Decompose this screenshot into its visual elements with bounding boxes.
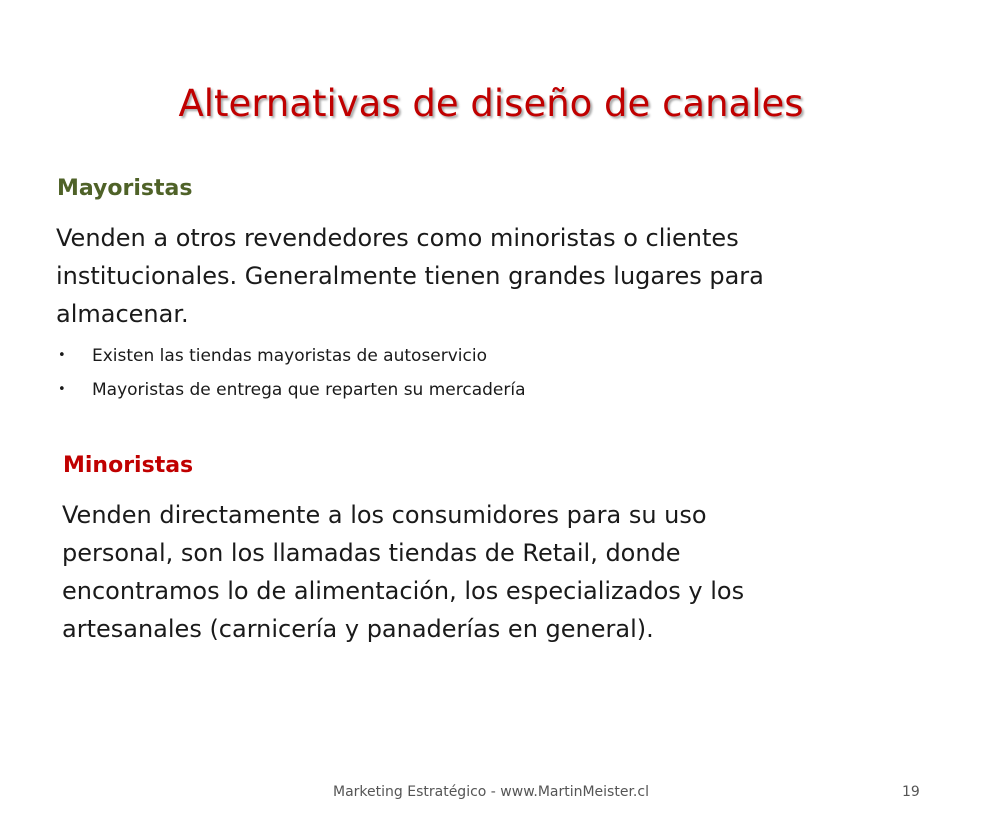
slide-title: Alternativas de diseño de canales: [178, 82, 804, 125]
bullet-item: [56, 339, 526, 373]
bullet-icon: •: [58, 382, 66, 397]
minoristas-line: Venden directamente a los consumidores para su uso: [62, 501, 707, 529]
mayoristas-line: institucionales. Generalmente tienen grandes lugares para: [56, 262, 764, 290]
bullet-text: Mayoristas de entrega que reparten su mercadería: [92, 380, 526, 400]
minoristas-line: personal, son los llamadas tiendas de Retail, donde: [62, 539, 681, 567]
minoristas-line: encontramos lo de alimentación, los especializados y los: [62, 577, 745, 605]
mayoristas-line: Venden a otros revendedores como minoristas o clientes: [56, 224, 739, 252]
mayoristas-heading: Mayoristas: [57, 176, 193, 201]
minoristas-line: artesanales (carnicería y panaderías en general).: [62, 615, 654, 643]
mayoristas-description: [56, 219, 926, 333]
page-number: 19: [902, 784, 920, 800]
mayoristas-bullet-list: [56, 339, 526, 407]
bullet-item: [56, 373, 526, 407]
bullet-icon: •: [58, 348, 66, 363]
minoristas-description: [62, 496, 932, 648]
bullet-text: Existen las tiendas mayoristas de autoservicio: [92, 346, 488, 366]
footer-text: Marketing Estratégico - www.MartinMeister.cl: [333, 784, 649, 800]
mayoristas-line: almacenar.: [56, 300, 189, 328]
minoristas-heading: Minoristas: [63, 453, 194, 478]
